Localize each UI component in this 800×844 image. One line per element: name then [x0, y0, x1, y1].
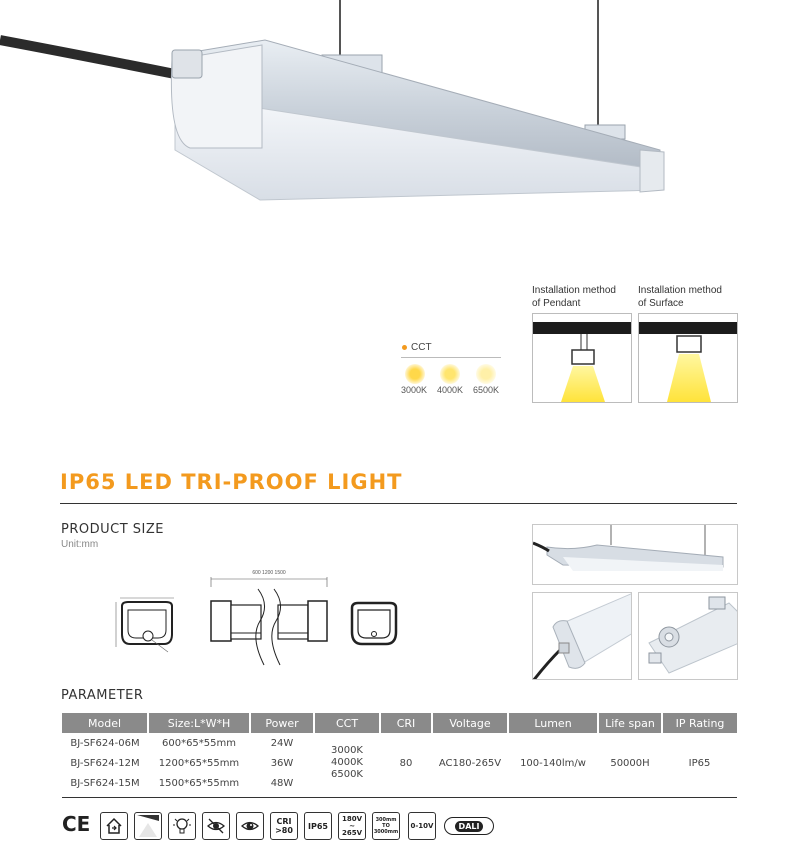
- model-cell: BJ-SF624-12M: [70, 757, 140, 769]
- bullet-dot-icon: [402, 345, 407, 350]
- column-header: Model: [62, 713, 148, 733]
- size-cell: 1500*65*55mm: [158, 777, 240, 789]
- model-cell: BJ-SF624-06M: [70, 737, 140, 749]
- dali-logo-icon: DALI: [444, 817, 494, 835]
- table-header-row: [62, 713, 737, 733]
- ip65-badge-icon: IP65: [304, 812, 332, 840]
- lumen-cell: 100-140lm/w: [520, 757, 586, 769]
- voltage-cell: AC180-265V: [438, 757, 502, 769]
- column-header: CCT: [314, 713, 380, 733]
- eye-protection-icon: [236, 812, 264, 840]
- column-header: Life span: [598, 713, 662, 733]
- cri-badge-icon: CRI >80: [270, 812, 298, 840]
- cct-swatch-4000k: [440, 364, 460, 384]
- column-header: IP Rating: [662, 713, 737, 733]
- ip-rating-cell: IP65: [688, 757, 711, 769]
- ce-mark-icon: CE: [62, 812, 91, 836]
- size-cell: 1200*65*55mm: [158, 757, 240, 769]
- table-bottom-rule: [62, 797, 737, 798]
- hero-product-image: [0, 0, 800, 260]
- size-cell: 600*65*55mm: [161, 737, 237, 749]
- power-cell: 48W: [270, 777, 294, 789]
- cct-label: 6500K: [473, 385, 500, 395]
- cct-label: 4000K: [437, 385, 464, 395]
- surface-installation-diagram: [638, 313, 738, 403]
- power-cell: 24W: [270, 737, 294, 749]
- light-glow-icon: [405, 364, 425, 384]
- cct-swatch-6500k: [476, 364, 496, 384]
- column-header: Power: [250, 713, 314, 733]
- no-flicker-icon: [202, 812, 230, 840]
- cross-section-drawing: [108, 592, 188, 658]
- title-divider: [60, 503, 737, 504]
- column-header: Size:L*W*H: [148, 713, 250, 733]
- bulb-icon: [168, 812, 196, 840]
- column-header: Lumen: [508, 713, 598, 733]
- dimming-0-10v-icon: 0-10V: [408, 812, 436, 840]
- model-cell: BJ-SF624-15M: [70, 777, 140, 789]
- cct-cell: 3000K 4000K 6500K: [330, 745, 363, 780]
- cct-title: CCT: [402, 342, 432, 353]
- ceiling-mount-icon: [134, 812, 162, 840]
- indoor-use-icon: [100, 812, 128, 840]
- product-photo-end-cap: [532, 592, 632, 680]
- product-photo-gland: [638, 592, 738, 680]
- cct-label: 3000K: [401, 385, 428, 395]
- end-view-drawing: [346, 600, 402, 648]
- parameter-table: [62, 713, 737, 793]
- table-row: [62, 733, 737, 753]
- pendant-installation-diagram: [532, 313, 632, 403]
- page-title: IP65 LED TRI-PROOF LIGHT: [60, 470, 403, 494]
- length-range-badge-icon: 300mm TO 3000mm: [372, 812, 400, 840]
- power-cell: 36W: [270, 757, 294, 769]
- light-glow-icon: [476, 364, 496, 384]
- voltage-badge-icon: 180V ~ 265V: [338, 812, 366, 840]
- product-size-title: PRODUCT SIZE: [61, 522, 164, 537]
- installation-surface-title: Installation method of Surface: [638, 285, 722, 309]
- side-view-drawing: [208, 575, 330, 667]
- cct-swatch-3000k: [405, 364, 425, 384]
- column-header: Voltage: [432, 713, 508, 733]
- cct-divider: [401, 357, 501, 358]
- light-glow-icon: [440, 364, 460, 384]
- installation-pendant-title: Installation method of Pendant: [532, 285, 616, 309]
- product-photo-pendant: [532, 524, 738, 585]
- lifespan-cell: 50000H: [610, 757, 650, 769]
- parameter-title: PARAMETER: [61, 688, 144, 703]
- unit-label: Unit:mm: [61, 539, 99, 550]
- column-header: CRI: [380, 713, 432, 733]
- length-dimension-label: 600 1200 1500: [252, 570, 286, 576]
- cri-cell: 80: [399, 757, 413, 769]
